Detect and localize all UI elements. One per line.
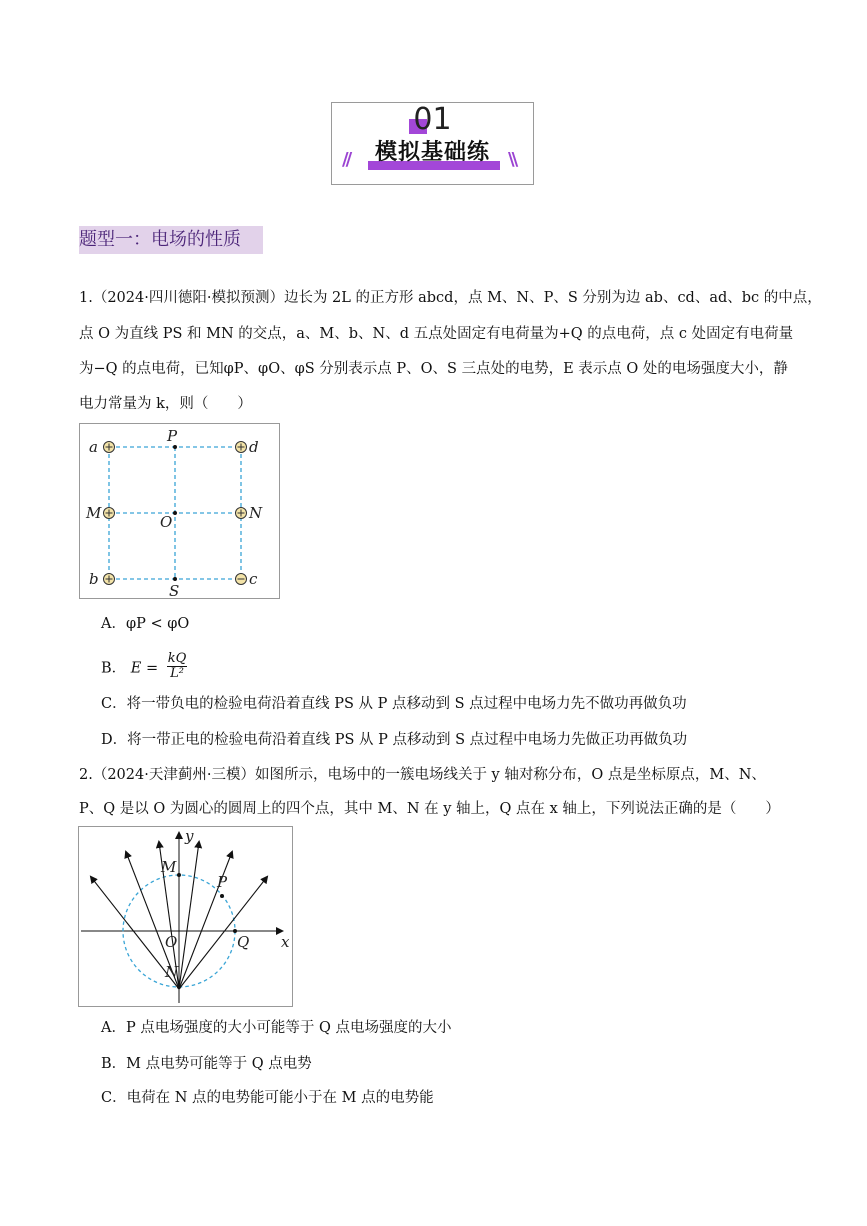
label-n: N [249, 504, 263, 522]
q1-option-a: A．φP < φO [101, 616, 190, 632]
banner-slash-left-icon: // [342, 149, 350, 170]
q1-line-3: 为−Q 的点电荷，已知φP、φO、φS 分别表示点 P、O、S 三点处的电势，E 表示点 O 处的电场强度大小，静 [79, 361, 788, 377]
q2-field-diagram [79, 827, 292, 1006]
q1-option-b [101, 651, 187, 683]
label-m: M [161, 858, 177, 876]
q2-line-2: P、Q 是以 O 为圆心的圆周上的四个点，其中 M、N 在 y 轴上，Q 点在 x 轴上，下列说法正确的是（ ） [79, 801, 780, 817]
charge-c-icon [236, 574, 247, 585]
label-a: a [89, 438, 98, 456]
q1-square-diagram [80, 424, 279, 598]
label-x: x [281, 933, 290, 951]
q1-line-1: 1.（2024·四川德阳·模拟预测）边长为 2L 的正方形 abcd，点 M、N、P、S 分别为边 ab、cd、ad、bc 的中点， [79, 290, 822, 306]
section-heading-text: 题型一：电场的性质 [79, 229, 241, 250]
q1-line-4: 电力常量为 k，则（ ） [79, 396, 252, 412]
q1-option-b-lhs: E = [130, 660, 159, 677]
label-q: Q [237, 933, 250, 951]
charge-n-icon [236, 508, 247, 519]
q1-option-b-denominator: L² [170, 666, 184, 681]
q2-figure [78, 826, 293, 1007]
banner-slash-right-icon: \\ [508, 149, 516, 170]
charge-b-icon [104, 574, 115, 585]
label-s: S [169, 582, 180, 598]
q1-option-b-prefix: B． [101, 660, 127, 677]
label-d: d [249, 438, 259, 456]
q2-option-b: B．M 点电势可能等于 Q 点电势 [101, 1056, 312, 1072]
charge-a-icon [104, 442, 115, 453]
label-m: M [86, 504, 102, 522]
label-p: P [217, 873, 228, 891]
section-heading [79, 226, 263, 254]
label-c: c [249, 570, 258, 588]
q1-option-b-numerator: kQ [167, 651, 187, 666]
banner-title: 模拟基础练 [374, 140, 490, 165]
q1-option-d: D．将一带正电的检验电荷沿着直线 PS 从 P 点移动到 S 点过程中电场力先做正功再做负功 [101, 732, 688, 748]
banner-number: 01 [413, 102, 452, 137]
charge-m-icon [104, 508, 115, 519]
label-o: O [165, 933, 178, 951]
q2-option-c: C．电荷在 N 点的电势能可能小于在 M 点的电势能 [101, 1090, 434, 1106]
q1-figure [79, 423, 280, 599]
q1-line-2: 点 O 为直线 PS 和 MN 的交点，a、M、b、N、d 五点处固定有电荷量为+Q 的点电荷，点 c 处固定有电荷量 [79, 326, 794, 342]
q1-option-c: C．将一带负电的检验电荷沿着直线 PS 从 P 点移动到 S 点过程中电场力先不做功再做负功 [101, 696, 687, 712]
label-o: O [160, 513, 173, 531]
label-n: N [165, 963, 179, 981]
q2-line-1: 2.（2024·天津蓟州·三模）如图所示，电场中的一簇电场线关于 y 轴对称分布，O 点是坐标原点，M、N、 [79, 767, 766, 783]
label-y: y [185, 827, 194, 845]
q1-option-b-fraction [167, 652, 188, 681]
section-banner [331, 102, 534, 185]
label-p: P [167, 427, 178, 445]
label-b: b [89, 570, 99, 588]
charge-d-icon [236, 442, 247, 453]
q2-option-a: A．P 点电场强度的大小可能等于 Q 点电场强度的大小 [101, 1020, 452, 1036]
